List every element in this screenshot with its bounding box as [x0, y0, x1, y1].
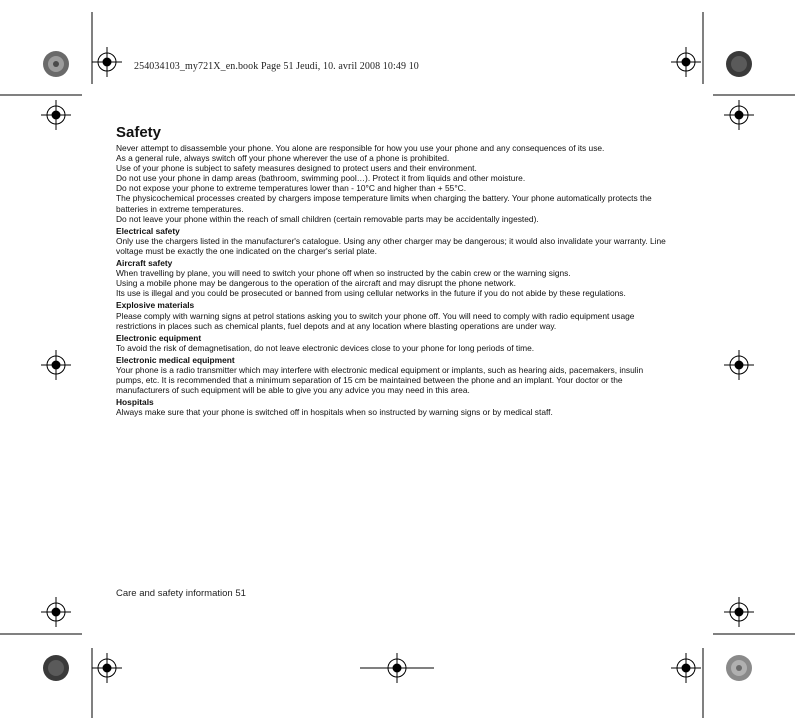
color-bar-bottom-left — [43, 655, 69, 681]
section-paragraph: Only use the chargers listed in the manufacturer's catalogue. Using any other charger may be dangerous; it would also invalidate your warranty. Line voltage must be exactly the one indicated on the charger's serial plate. — [116, 235, 666, 256]
page-title: Safety — [116, 124, 162, 141]
section-electronic-equipment — [116, 333, 668, 353]
registration-mark-top-left — [92, 47, 122, 77]
intro-paragraph: As a general rule, always switch off your phone wherever the use of a phone is prohibited. — [116, 153, 450, 164]
section-paragraph: Please comply with warning signs at petrol stations asking you to switch your phone off. You will need to comply with radio equipment usage restrictions in places such as chemical plants, fuel depots and at any location where blasting operations are under way. — [116, 310, 635, 331]
section-aircraft-safety — [116, 258, 668, 298]
section-electronic-medical-equipment — [116, 355, 668, 395]
section-explosive-materials — [116, 300, 668, 330]
section-hospitals — [116, 397, 668, 417]
registration-mark-bottom-left — [92, 653, 122, 683]
registration-mark-left-lower — [41, 597, 71, 627]
section-paragraph: Its use is illegal and you could be prosecuted or banned from using cellular networks in the future if you do not abide by these regulations. — [116, 288, 626, 299]
page-content — [116, 124, 668, 417]
intro-paragraph: Never attempt to disassemble your phone. You alone are responsible for how you use your phone and any consequences of its use. — [116, 143, 605, 153]
section-paragraph: Using a mobile phone may be dangerous to the operation of the aircraft and may disrupt the phone network. — [116, 278, 516, 289]
section-heading: Hospitals — [116, 397, 154, 408]
registration-mark-left-middle — [41, 350, 71, 380]
book-header: 254034103_my721X_en.book Page 51 Jeudi, 10. avril 2008 10:49 10 — [134, 61, 419, 72]
registration-mark-left-upper — [41, 100, 71, 130]
color-bar-bottom-right — [726, 655, 752, 681]
section-heading: Aircraft safety — [116, 258, 173, 269]
registration-mark-right-lower — [724, 597, 754, 627]
registration-mark-right-middle — [724, 350, 754, 380]
section-heading: Electronic medical equipment — [116, 354, 235, 365]
intro-paragraph: Do not use your phone in damp areas (bathroom, swimming pool…). Protect it from liquids and other moisture. — [116, 173, 526, 184]
section-heading: Electronic equipment — [116, 332, 202, 343]
color-bar-top-right — [726, 51, 752, 77]
intro-paragraph: Use of your phone is subject to safety measures designed to protect users and their environment. — [116, 163, 477, 174]
intro-block — [116, 143, 668, 224]
section-electrical-safety — [116, 226, 668, 256]
intro-paragraph: The physicochemical processes created by chargers impose temperature limits when charging the battery. Your phone automatically protects the batteries in extreme temperatures. — [116, 193, 652, 214]
registration-mark-bottom-right — [671, 653, 701, 683]
intro-paragraph: Do not expose your phone to extreme temperatures lower than - 10°C and higher than + 55°C. — [116, 183, 467, 194]
section-heading: Electrical safety — [116, 225, 180, 236]
registration-mark-top-right — [671, 47, 701, 77]
section-paragraph: Your phone is a radio transmitter which may interfere with electronic medical equipment or implants, such as hearing aids, pacemakers, insulin pumps, etc. It is recommended that a minimum separation of 15 cm be maintained between the phone and an implant. Your doctor or the manufacturers of such equipment will be able to give you any advice you may need in this area. — [116, 364, 644, 396]
section-paragraph: When travelling by plane, you will need to switch your phone off when so instructed by the cabin crew or the warning signs. — [116, 268, 571, 279]
registration-mark-right-upper — [724, 100, 754, 130]
registration-mark-bottom-center — [360, 653, 434, 683]
page-footer: Care and safety information 51 — [116, 588, 246, 599]
section-heading: Explosive materials — [116, 300, 195, 311]
color-bar-top-left — [43, 51, 69, 77]
section-paragraph: To avoid the risk of demagnetisation, do not leave electronic devices close to your phone for long periods of time. — [116, 342, 535, 353]
section-paragraph: Always make sure that your phone is switched off in hospitals when so instructed by warning signs or by medical staff. — [116, 407, 553, 418]
intro-paragraph: Do not leave your phone within the reach of small children (certain removable parts may be accidentally ingested). — [116, 213, 539, 224]
